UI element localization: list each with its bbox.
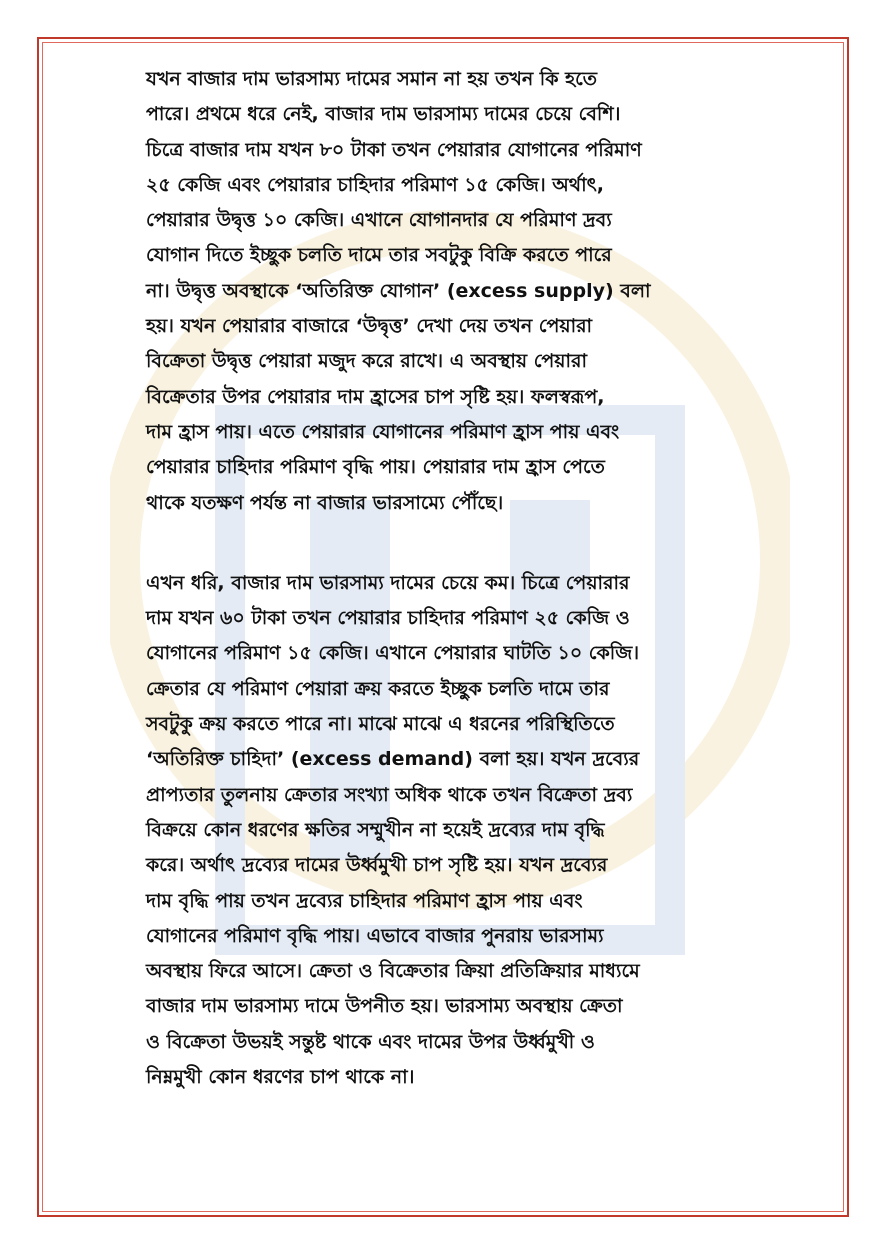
text-line: ও বিক্রেতা উভয়ই সন্তুষ্ট থাকে এবং দামের উপর উর্ধ্বমুখী ও [146, 1030, 595, 1053]
text-line: করে। অর্থাৎ দ্রব্যের দামের উর্ধ্বমুখী চাপ সৃষ্টি হয়। যখন দ্রব্যের [146, 854, 608, 877]
text-line: যোগানের পরিমাণ ১৫ কেজি। এখানে পেয়ারার ঘাটতি ১০ কেজি। [146, 642, 640, 665]
text-line: পারে। প্রথমে ধরে নেই, বাজার দাম ভারসাম্য দামের চেয়ে বেশি। [146, 103, 621, 126]
text-line: না। উদ্বৃত্ত অবস্থাকে ‘অতিরিক্ত যোগান’ (excess supply) বলা [146, 279, 651, 302]
paragraph-excess-supply [146, 62, 746, 521]
text-line: দাম যখন ৬০ টাকা তখন পেয়ারার চাহিদার পরিমাণ ২৫ কেজি ও [146, 607, 630, 630]
text-line: পেয়ারার চাহিদার পরিমাণ বৃদ্ধি পায়। পেয়ারার দাম হ্রাস পেতে [146, 456, 605, 479]
text-line: ২৫ কেজি এবং পেয়ারার চাহিদার পরিমাণ ১৫ কেজি। অর্থাৎ, [146, 173, 604, 196]
text-line: বিক্রেতা উদ্বৃত্ত পেয়ারা মজুদ করে রাখে। এ অবস্থায় পেয়ারা [146, 350, 587, 373]
document-body [146, 62, 746, 1095]
text-line: দাম বৃদ্ধি পায় তখন দ্রব্যের চাহিদার পরিমাণ হ্রাস পায় এবং [146, 889, 583, 912]
text-line: বাজার দাম ভারসাম্য দামে উপনীত হয়। ভারসাম্য অবস্থায় ক্রেতা [146, 995, 623, 1018]
text-line: বিক্রয়ে কোন ধরণের ক্ষতির সম্মুখীন না হয়েই দ্রব্যের দাম বৃদ্ধি [146, 818, 605, 841]
text-line: দাম হ্রাস পায়। এতে পেয়ারার যোগানের পরিমাণ হ্রাস পায় এবং [146, 420, 620, 443]
text-line: চিত্রে বাজার দাম যখন ৮০ টাকা তখন পেয়ারার যোগানের পরিমাণ [146, 138, 642, 161]
text-line: সবটুকু ক্রয় করতে পারে না। মাঝে মাঝে এ ধরনের পরিস্থিতিতে [146, 713, 615, 736]
text-line: পেয়ারার উদ্বৃত্ত ১০ কেজি। এখানে যোগানদার যে পরিমাণ দ্রব্য [146, 209, 612, 232]
text-line: ক্রেতার যে পরিমাণ পেয়ারা ক্রয় করতে ইচ্ছুক চলতি দামে তার [146, 677, 610, 700]
paragraph-excess-demand [146, 566, 746, 1095]
text-line: যোগান দিতে ইচ্ছুক চলতি দামে তার সবটুকু বিক্রি করতে পারে [146, 244, 612, 267]
text-line: হয়। যখন পেয়ারার বাজারে ‘উদ্বৃত্ত’ দেখা দেয় তখন পেয়ারা [146, 315, 593, 338]
text-line: প্রাপ্যতার তুলনায় ক্রেতার সংখ্যা অধিক থাকে তখন বিক্রেতা দ্রব্য [146, 783, 633, 806]
text-line: বিক্রেতার উপর পেয়ারার দাম হ্রাসের চাপ সৃষ্টি হয়। ফলস্বরূপ, [146, 385, 605, 408]
text-line: থাকে যতক্ষণ পর্যন্ত না বাজার ভারসাম্যে পৌঁছে। [146, 491, 504, 514]
text-line: নিম্নমুখী কোন ধরণের চাপ থাকে না। [146, 1066, 415, 1089]
text-line: যোগানের পরিমাণ বৃদ্ধি পায়। এভাবে বাজার পুনরায় ভারসাম্য [146, 924, 604, 947]
text-line: অবস্থায় ফিরে আসে। ক্রেতা ও বিক্রেতার ক্রিয়া প্রতিক্রিয়ার মাধ্যমে [146, 960, 640, 983]
text-line: যখন বাজার দাম ভারসাম্য দামের সমান না হয় তখন কি হতে [146, 68, 598, 90]
text-line: ‘অতিরিক্ত চাহিদা’ (excess demand) বলা হয়। যখন দ্রব্যের [146, 748, 640, 771]
text-line: এখন ধরি, বাজার দাম ভারসাম্য দামের চেয়ে কম। চিত্রে পেয়ারার [146, 571, 630, 594]
